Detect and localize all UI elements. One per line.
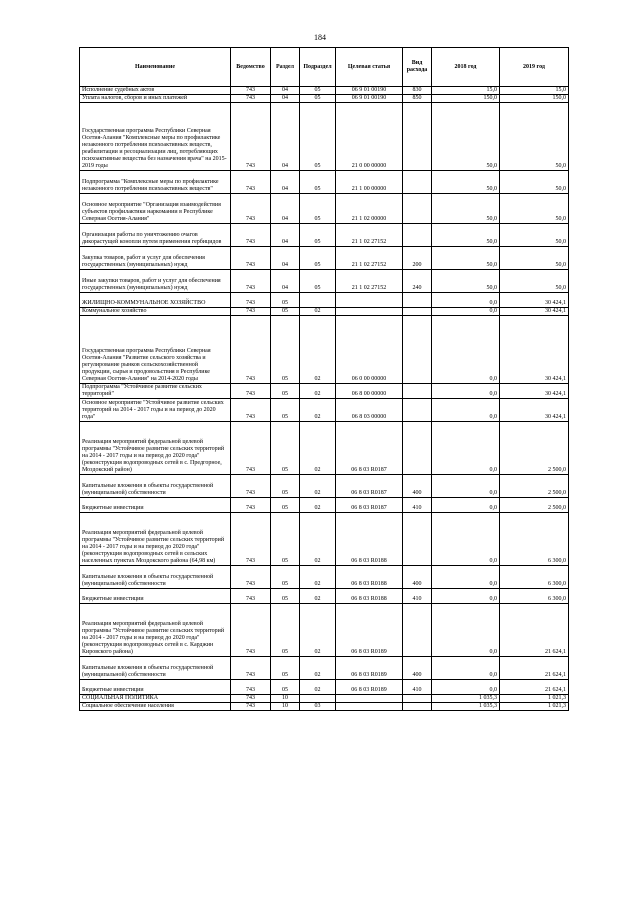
cell-podrazdel: 02 [300, 604, 336, 657]
page-number: 184 [314, 33, 326, 42]
table-row [80, 604, 569, 657]
row-name: Основное мероприятие "Устойчивое развитие сельских территорий на 2014 - 2017 годы и на период до 2020 года" [80, 399, 231, 422]
cell-podrazdel: 02 [300, 498, 336, 513]
table-row [80, 308, 569, 316]
cell-2019: 50,0 [500, 224, 569, 247]
cell-2018: 50,0 [432, 270, 500, 293]
header-2018: 2018 год [432, 48, 500, 87]
cell-vid-raskhoda [403, 695, 432, 703]
cell-2018: 0,0 [432, 680, 500, 695]
cell-celevaya-statya: 06 8 03 R0189 [336, 604, 403, 657]
cell-2018: 50,0 [432, 247, 500, 270]
row-name: Закупка товаров, работ и услуг для обеспечения государственных (муниципальных) нужд [80, 247, 231, 270]
cell-2019: 30 424,1 [500, 384, 569, 399]
cell-vedomstvo: 743 [231, 316, 271, 384]
cell-vedomstvo: 743 [231, 399, 271, 422]
cell-celevaya-statya [336, 308, 403, 316]
cell-2019: 30 424,1 [500, 293, 569, 308]
cell-razdel: 05 [271, 566, 300, 589]
cell-razdel: 05 [271, 384, 300, 399]
table-row [80, 224, 569, 247]
cell-podrazdel [300, 293, 336, 308]
cell-celevaya-statya: 21 0 00 00000 [336, 103, 403, 171]
table-row [80, 293, 569, 308]
cell-vedomstvo: 743 [231, 703, 271, 711]
cell-2019: 2 500,0 [500, 475, 569, 498]
cell-2018: 150,0 [432, 95, 500, 103]
cell-2018: 50,0 [432, 224, 500, 247]
cell-vedomstvo: 743 [231, 475, 271, 498]
cell-razdel: 04 [271, 270, 300, 293]
header-podrazdel: Подраздел [300, 48, 336, 87]
cell-2018: 0,0 [432, 293, 500, 308]
cell-vedomstvo: 743 [231, 103, 271, 171]
cell-razdel: 04 [271, 247, 300, 270]
cell-celevaya-statya: 21 1 02 27152 [336, 247, 403, 270]
cell-podrazdel: 02 [300, 384, 336, 399]
cell-celevaya-statya [336, 695, 403, 703]
cell-vedomstvo: 743 [231, 270, 271, 293]
cell-vid-raskhoda [403, 293, 432, 308]
cell-vedomstvo: 743 [231, 513, 271, 566]
cell-2018: 50,0 [432, 103, 500, 171]
cell-2018: 0,0 [432, 513, 500, 566]
cell-vedomstvo: 743 [231, 695, 271, 703]
cell-2018: 1 035,3 [432, 703, 500, 711]
header-razdel: Раздел [271, 48, 300, 87]
cell-vedomstvo: 743 [231, 680, 271, 695]
cell-2018: 0,0 [432, 399, 500, 422]
cell-2018: 15,0 [432, 87, 500, 95]
cell-vid-raskhoda [403, 422, 432, 475]
cell-celevaya-statya [336, 703, 403, 711]
cell-2019: 2 500,0 [500, 422, 569, 475]
cell-vedomstvo: 743 [231, 604, 271, 657]
cell-podrazdel: 02 [300, 589, 336, 604]
cell-razdel: 05 [271, 293, 300, 308]
cell-celevaya-statya: 06 0 00 00000 [336, 316, 403, 384]
row-name: Государственная программа Республики Северная Осетия-Алания "Комплексные меры по профилактике незаконного потребления психоактивных веществ, реабилитации и ресоциализации лиц, потребляющих психоактивные вещества без назначения врача" на 2015-2019 годы [80, 103, 231, 171]
table-row [80, 95, 569, 103]
cell-vid-raskhoda: 410 [403, 589, 432, 604]
row-name: Бюджетные инвестиции [80, 498, 231, 513]
cell-razdel: 05 [271, 475, 300, 498]
cell-vedomstvo: 743 [231, 498, 271, 513]
cell-2019: 2 500,0 [500, 498, 569, 513]
cell-vid-raskhoda: 400 [403, 657, 432, 680]
cell-razdel: 05 [271, 422, 300, 475]
cell-2019: 30 424,1 [500, 316, 569, 384]
cell-celevaya-statya: 06 8 03 R0189 [336, 680, 403, 695]
cell-celevaya-statya: 21 1 02 00000 [336, 194, 403, 224]
table-row [80, 513, 569, 566]
cell-2019: 150,0 [500, 95, 569, 103]
cell-vid-raskhoda [403, 308, 432, 316]
cell-2018: 0,0 [432, 589, 500, 604]
cell-2018: 50,0 [432, 194, 500, 224]
cell-razdel: 04 [271, 224, 300, 247]
cell-2019: 50,0 [500, 171, 569, 194]
cell-vid-raskhoda: 200 [403, 247, 432, 270]
cell-razdel: 04 [271, 103, 300, 171]
cell-podrazdel: 02 [300, 680, 336, 695]
cell-razdel: 05 [271, 513, 300, 566]
cell-vedomstvo: 743 [231, 171, 271, 194]
cell-podrazdel: 05 [300, 224, 336, 247]
cell-podrazdel: 05 [300, 95, 336, 103]
cell-celevaya-statya: 06 8 03 R0189 [336, 657, 403, 680]
cell-vedomstvo: 743 [231, 224, 271, 247]
cell-2019: 6 300,0 [500, 566, 569, 589]
row-name: Капитальные вложения в объекты государственной (муниципальной) собственности [80, 566, 231, 589]
cell-celevaya-statya: 06 8 03 00000 [336, 399, 403, 422]
cell-2018: 0,0 [432, 422, 500, 475]
cell-vedomstvo: 743 [231, 384, 271, 399]
cell-2018: 0,0 [432, 657, 500, 680]
cell-podrazdel: 05 [300, 171, 336, 194]
row-name: Реализация мероприятий федеральной целевой программы "Устойчивое развитие сельских территорий на 2014 - 2017 годы и на период до 2020 года" (реконструкция водопроводных сетей в сельских населенных пунктах Моздокского района (64,98 км) [80, 513, 231, 566]
row-name: Организация работы по уничтожению очагов дикорастущей конопли путем применения гербицидов [80, 224, 231, 247]
row-name: Бюджетные инвестиции [80, 589, 231, 604]
cell-podrazdel: 02 [300, 316, 336, 384]
table-row [80, 680, 569, 695]
cell-vedomstvo: 743 [231, 589, 271, 604]
cell-vedomstvo: 743 [231, 247, 271, 270]
cell-podrazdel: 03 [300, 703, 336, 711]
cell-vid-raskhoda: 850 [403, 95, 432, 103]
cell-vedomstvo: 743 [231, 422, 271, 475]
cell-2019: 1 021,3 [500, 695, 569, 703]
cell-celevaya-statya: 06 8 03 R0188 [336, 566, 403, 589]
table-body [80, 87, 569, 711]
cell-2019: 30 424,1 [500, 399, 569, 422]
cell-2018: 0,0 [432, 475, 500, 498]
cell-vid-raskhoda [403, 224, 432, 247]
cell-2019: 50,0 [500, 270, 569, 293]
header-vedomstvo: Ведомство [231, 48, 271, 87]
cell-celevaya-statya [336, 293, 403, 308]
cell-vedomstvo: 743 [231, 566, 271, 589]
row-name: Подпрограмма "Устойчивое развитие сельских территорий" [80, 384, 231, 399]
cell-podrazdel: 02 [300, 399, 336, 422]
cell-razdel: 04 [271, 87, 300, 95]
table-row [80, 498, 569, 513]
cell-vedomstvo: 743 [231, 95, 271, 103]
cell-vedomstvo: 743 [231, 293, 271, 308]
cell-vedomstvo: 743 [231, 657, 271, 680]
cell-2019: 21 624,1 [500, 657, 569, 680]
table-row [80, 194, 569, 224]
cell-celevaya-statya: 21 1 00 00000 [336, 171, 403, 194]
cell-celevaya-statya: 06 9 01 00190 [336, 87, 403, 95]
cell-vid-raskhoda: 400 [403, 475, 432, 498]
cell-celevaya-statya: 06 8 03 R0187 [336, 422, 403, 475]
row-name: ЖИЛИЩНО-КОММУНАЛЬНОЕ ХОЗЯЙСТВО [80, 293, 231, 308]
table-row [80, 695, 569, 703]
cell-2018: 0,0 [432, 498, 500, 513]
cell-podrazdel: 02 [300, 422, 336, 475]
table-row [80, 399, 569, 422]
cell-vid-raskhoda [403, 604, 432, 657]
cell-2018: 0,0 [432, 308, 500, 316]
cell-2019: 21 624,1 [500, 604, 569, 657]
cell-vid-raskhoda: 240 [403, 270, 432, 293]
cell-podrazdel: 02 [300, 566, 336, 589]
cell-vid-raskhoda: 410 [403, 498, 432, 513]
header-celevaya-statya: Целевая статья [336, 48, 403, 87]
cell-podrazdel: 05 [300, 87, 336, 95]
cell-2019: 50,0 [500, 103, 569, 171]
cell-podrazdel: 05 [300, 247, 336, 270]
cell-vid-raskhoda [403, 384, 432, 399]
cell-2019: 6 300,0 [500, 513, 569, 566]
row-name: Реализация мероприятий федеральной целевой программы "Устойчивое развитие сельских территорий на 2014 - 2017 годы и на период до 2020 года" (реконструкция водопроводных сетей в с. Предгорное, Моздокский район) [80, 422, 231, 475]
cell-2018: 0,0 [432, 384, 500, 399]
row-name: Социальное обеспечение населения [80, 703, 231, 711]
row-name: Основное мероприятие "Организация взаимодействия субъектов профилактики наркомании в Республике Северная Осетия-Алания" [80, 194, 231, 224]
table-row [80, 384, 569, 399]
cell-vid-raskhoda: 410 [403, 680, 432, 695]
cell-celevaya-statya: 21 1 02 27152 [336, 270, 403, 293]
cell-2018: 0,0 [432, 566, 500, 589]
cell-2018: 0,0 [432, 604, 500, 657]
cell-podrazdel [300, 695, 336, 703]
cell-celevaya-statya: 21 1 02 27152 [336, 224, 403, 247]
table-row [80, 270, 569, 293]
table-row [80, 316, 569, 384]
cell-razdel: 05 [271, 604, 300, 657]
cell-celevaya-statya: 06 8 00 00000 [336, 384, 403, 399]
cell-razdel: 05 [271, 657, 300, 680]
cell-2019: 15,0 [500, 87, 569, 95]
cell-podrazdel: 05 [300, 270, 336, 293]
row-name: Бюджетные инвестиции [80, 680, 231, 695]
table-row [80, 87, 569, 95]
cell-2019: 30 424,1 [500, 308, 569, 316]
cell-razdel: 04 [271, 194, 300, 224]
cell-2019: 50,0 [500, 247, 569, 270]
cell-2018: 0,0 [432, 316, 500, 384]
cell-2018: 1 035,3 [432, 695, 500, 703]
cell-celevaya-statya: 06 9 01 00190 [336, 95, 403, 103]
table-row [80, 247, 569, 270]
cell-podrazdel: 05 [300, 103, 336, 171]
cell-celevaya-statya: 06 8 03 R0188 [336, 589, 403, 604]
table-row [80, 589, 569, 604]
table-row [80, 566, 569, 589]
cell-vedomstvo: 743 [231, 87, 271, 95]
cell-razdel: 05 [271, 316, 300, 384]
row-name: Капитальные вложения в объекты государственной (муниципальной) собственности [80, 657, 231, 680]
cell-razdel: 05 [271, 399, 300, 422]
cell-razdel: 05 [271, 308, 300, 316]
cell-vid-raskhoda [403, 703, 432, 711]
cell-vedomstvo: 743 [231, 194, 271, 224]
cell-vid-raskhoda [403, 513, 432, 566]
cell-podrazdel: 02 [300, 513, 336, 566]
cell-razdel: 05 [271, 498, 300, 513]
cell-razdel: 10 [271, 703, 300, 711]
cell-vedomstvo: 743 [231, 308, 271, 316]
cell-razdel: 10 [271, 695, 300, 703]
table-header-row [80, 48, 569, 87]
row-name: СОЦИАЛЬНАЯ ПОЛИТИКА [80, 695, 231, 703]
cell-celevaya-statya: 06 8 03 R0187 [336, 475, 403, 498]
table-row [80, 703, 569, 711]
cell-podrazdel: 02 [300, 475, 336, 498]
cell-razdel: 05 [271, 589, 300, 604]
cell-vid-raskhoda [403, 103, 432, 171]
header-2019: 2019 год [500, 48, 569, 87]
cell-2019: 21 624,1 [500, 680, 569, 695]
budget-table [79, 47, 569, 711]
row-name: Капитальные вложения в объекты государственной (муниципальной) собственности [80, 475, 231, 498]
cell-vid-raskhoda: 830 [403, 87, 432, 95]
row-name: Иные закупки товаров, работ и услуг для обеспечения государственных (муниципальных) нужд [80, 270, 231, 293]
table-row [80, 475, 569, 498]
cell-celevaya-statya: 06 8 03 R0187 [336, 498, 403, 513]
row-name: Уплата налогов, сборов и иных платежей [80, 95, 231, 103]
row-name: Государственная программа Республики Северная Осетия-Алания "Развитие сельского хозяйства и регулирование рынков сельскохозяйственной продукции, сырья и продовольствия в Республике Северная Осетия-Алания" на 2014-2020 годы [80, 316, 231, 384]
cell-celevaya-statya: 06 8 03 R0188 [336, 513, 403, 566]
cell-podrazdel: 05 [300, 194, 336, 224]
cell-vid-raskhoda [403, 171, 432, 194]
cell-razdel: 04 [271, 171, 300, 194]
table-row [80, 171, 569, 194]
header-name: Наименование [80, 48, 231, 87]
table-row [80, 422, 569, 475]
cell-2019: 50,0 [500, 194, 569, 224]
cell-2018: 50,0 [432, 171, 500, 194]
header-vid-raskhoda: Вид расхода [403, 48, 432, 87]
table-row [80, 103, 569, 171]
cell-2019: 6 300,0 [500, 589, 569, 604]
cell-vid-raskhoda: 400 [403, 566, 432, 589]
cell-podrazdel: 02 [300, 308, 336, 316]
row-name: Реализация мероприятий федеральной целевой программы "Устойчивое развитие сельских территорий на 2014 - 2017 годы и на период до 2020 года" (реконструкция водопроводных сетей в с. Карджин Кировского района) [80, 604, 231, 657]
cell-podrazdel: 02 [300, 657, 336, 680]
cell-vid-raskhoda [403, 316, 432, 384]
cell-2019: 1 021,3 [500, 703, 569, 711]
row-name: Коммунальное хозяйство [80, 308, 231, 316]
row-name: Подпрограмма "Комплексные меры по профилактике незаконного потребления психоактивных веществ" [80, 171, 231, 194]
cell-razdel: 04 [271, 95, 300, 103]
table-row [80, 657, 569, 680]
row-name: Исполнение судебных актов [80, 87, 231, 95]
cell-vid-raskhoda [403, 194, 432, 224]
cell-vid-raskhoda [403, 399, 432, 422]
cell-razdel: 05 [271, 680, 300, 695]
